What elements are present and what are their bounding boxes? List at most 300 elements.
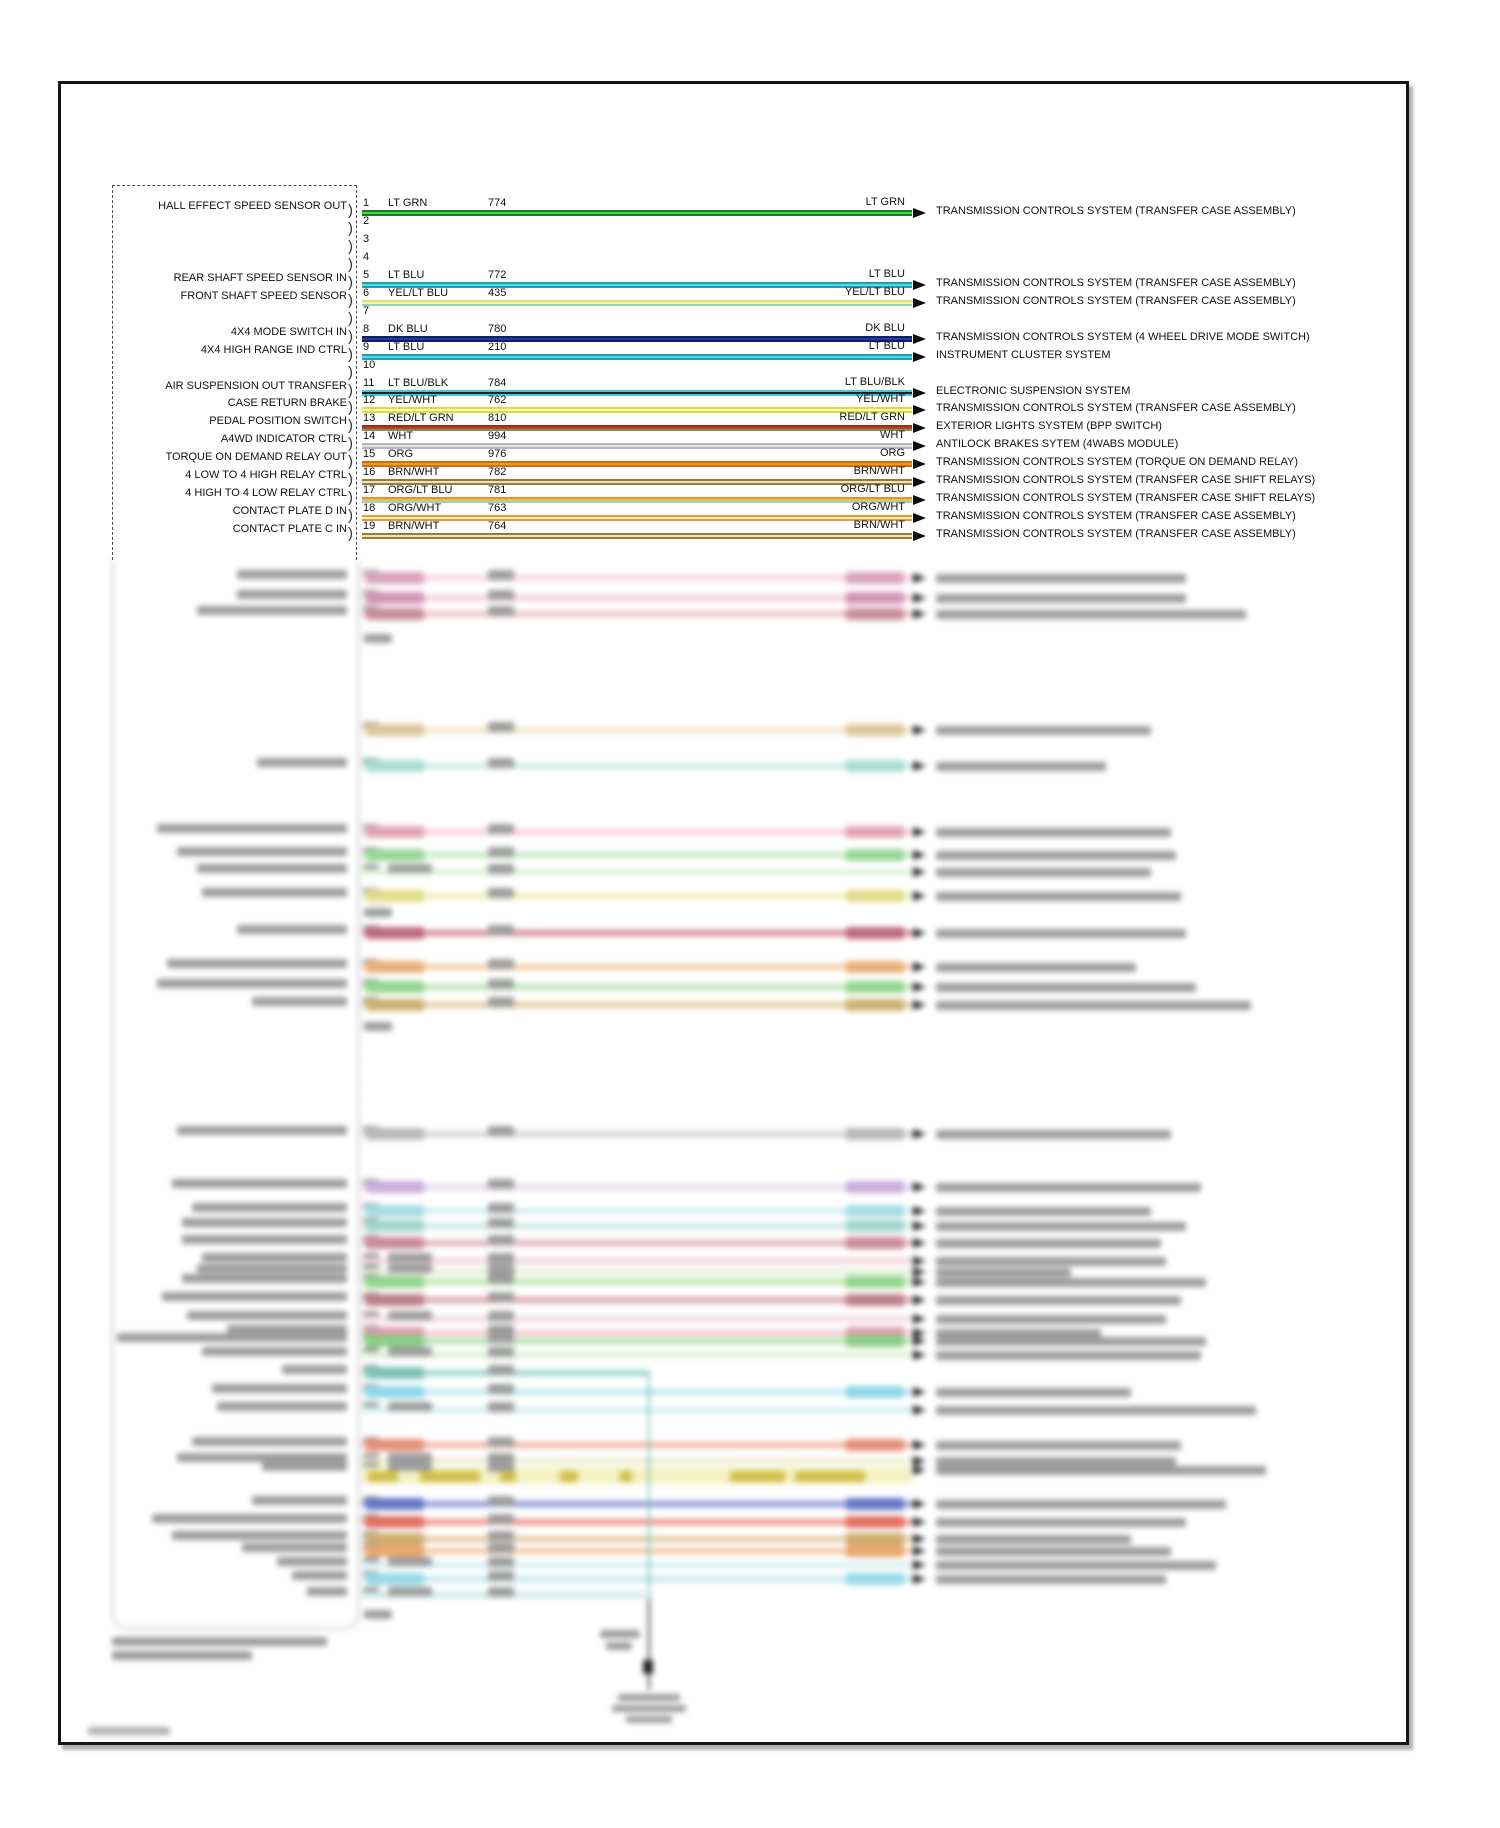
blurred-wire-color-box-right — [846, 760, 904, 772]
blurred-circuit-number — [488, 1218, 514, 1228]
blurred-wire — [362, 1223, 912, 1229]
pin-number: 10 — [363, 358, 376, 371]
connector-pin-arc: ) — [348, 507, 353, 525]
blurred-destination-arrow-icon — [913, 573, 926, 583]
blurred-wire-color-box-right — [846, 592, 904, 604]
blurred-destination-arrow-icon — [913, 1182, 926, 1192]
right-wire-color-label: BRN/WHT — [853, 465, 905, 478]
blurred-destination-label — [936, 1315, 1166, 1324]
pin-number: 8 — [363, 322, 370, 335]
blurred-wire-color-box-left — [366, 826, 424, 838]
pin-number: 3 — [363, 232, 370, 245]
blurred-wire-color-box-left — [366, 1439, 424, 1451]
right-wire-color-label: RED/LT GRN — [839, 411, 905, 424]
connector-pin-arc: ) — [348, 327, 353, 345]
wire-color-label: ORG — [388, 448, 414, 461]
blurred-wire-name — [388, 1402, 432, 1411]
circuit-number-label: 435 — [488, 286, 507, 299]
blurred-left-label — [182, 1274, 347, 1283]
blurred-wire-color-box-left — [366, 1237, 424, 1249]
blurred-destination-label — [936, 1561, 1216, 1570]
blurred-left-label — [217, 1402, 347, 1411]
connector-left-label: TORQUE ON DEMAND RELAY OUT — [165, 451, 347, 464]
connector-left-label: 4 HIGH TO 4 LOW RELAY CTRL — [185, 487, 347, 500]
blurred-circuit-number — [488, 758, 514, 768]
blurred-wire-name — [388, 1587, 432, 1596]
blurred-circuit-number — [488, 1235, 514, 1245]
destination-label: TRANSMISSION CONTROLS SYSTEM (TRANSFER CASE SHIFT RELAYS) — [936, 492, 1316, 505]
right-wire-color-label: LT BLU — [868, 267, 905, 280]
blurred-wire — [362, 763, 912, 769]
wire-color-label: ORG/LT BLU — [388, 484, 453, 497]
blurred-left-label — [237, 590, 347, 599]
blurred-inline-text-blob — [500, 1471, 516, 1482]
blurred-wire-color-box-left — [366, 760, 424, 772]
blurred-circuit-number — [488, 1274, 514, 1284]
blurred-left-label — [252, 1496, 347, 1505]
blurred-ground-label — [618, 1694, 680, 1701]
pin-number: 14 — [363, 430, 376, 443]
pin-number: 1 — [363, 197, 370, 209]
connector-pin-arc: ) — [348, 435, 353, 453]
blurred-wire-color-box-left — [366, 1498, 424, 1510]
blurred-circuit-number — [488, 1264, 514, 1274]
blurred-destination-arrow-icon — [913, 1465, 926, 1475]
blurred-wire-color-box-left — [366, 572, 424, 584]
pin-number: 18 — [363, 502, 376, 515]
blurred-destination-label — [936, 1351, 1201, 1360]
blurred-destination-arrow-icon — [913, 725, 926, 735]
circuit-number-label: 762 — [488, 394, 507, 407]
blurred-destination-arrow-icon — [913, 1314, 926, 1324]
blurred-destination-label — [936, 1268, 1071, 1277]
blurred-left-label — [197, 606, 347, 615]
blurred-wire — [362, 1407, 912, 1413]
destination-label: TRANSMISSION CONTROLS SYSTEM (TORQUE ON DEMAND RELAY) — [936, 456, 1299, 469]
right-wire-color-label: WHT — [879, 429, 905, 442]
blurred-destination-label — [936, 1500, 1226, 1509]
pin-number: 13 — [363, 412, 376, 425]
pin-number: 15 — [363, 448, 376, 461]
blurred-destination-label — [936, 610, 1246, 619]
blurred-destination-arrow-icon — [913, 1574, 926, 1584]
connector-pin-arc: ) — [348, 417, 353, 435]
blurred-wire — [362, 1576, 912, 1582]
blurred-inline-text-blob — [420, 1471, 480, 1482]
blurred-inline-text-blob — [368, 1471, 398, 1482]
blurred-wire — [362, 1519, 912, 1525]
destination-label: TRANSMISSION CONTROLS SYSTEM (TRANSFER CASE ASSEMBLY) — [936, 402, 1296, 415]
blurred-destination-label — [936, 1547, 1171, 1556]
blurred-wire — [362, 1338, 912, 1344]
blurred-wire-color-box-right — [846, 927, 904, 939]
blurred-circuit-number — [488, 570, 514, 580]
blurred-left-label — [187, 1311, 347, 1320]
blurred-left-label — [162, 1292, 347, 1301]
blurred-destination-arrow-icon — [913, 1560, 926, 1570]
blurred-wire — [362, 1330, 912, 1336]
blurred-wire-color-box-right — [846, 1237, 904, 1249]
splice-branch-line-black — [648, 1598, 650, 1690]
blurred-destination-arrow-icon — [913, 982, 926, 992]
blurred-inline-text-blob — [795, 1471, 865, 1482]
blurred-wire-name — [388, 1253, 432, 1262]
blurred-left-label — [292, 1571, 347, 1580]
pin-number: 19 — [363, 520, 376, 533]
blurred-wire — [362, 1131, 912, 1137]
connector-pin-arc: ) — [348, 363, 353, 381]
blurred-wire-color-box-right — [846, 572, 904, 584]
right-wire-color-label: YEL/LT BLU — [844, 285, 905, 298]
right-wire-color-label: YEL/WHT — [856, 393, 905, 406]
blurred-destination-label — [936, 1257, 1166, 1266]
blurred-destination-label — [936, 1183, 1201, 1192]
right-wire-color-label: LT BLU/BLK — [844, 375, 905, 388]
blurred-circuit-number — [488, 1543, 514, 1553]
blurred-wire — [362, 964, 912, 970]
destination-label: TRANSMISSION CONTROLS SYSTEM (TRANSFER CASE SHIFT RELAYS) — [936, 474, 1316, 487]
blurred-destination-label — [936, 1222, 1186, 1231]
blurred-destination-arrow-icon — [913, 1499, 926, 1509]
blurred-wire-color-box-left — [366, 849, 424, 861]
blurred-wire-color-box-right — [846, 1128, 904, 1140]
blurred-wire — [362, 930, 912, 936]
blurred-wire-name — [388, 864, 432, 873]
blurred-wire — [362, 611, 912, 617]
blurred-circuit-number — [488, 1557, 514, 1567]
blurred-wire-color-box-right — [846, 826, 904, 838]
blurred-destination-arrow-icon — [913, 1238, 926, 1248]
wire-color-label: YEL/WHT — [388, 394, 437, 407]
pin-number: 7 — [363, 304, 370, 317]
wire-color-label: BRN/WHT — [388, 520, 440, 533]
circuit-number-label: 774 — [488, 197, 507, 209]
blurred-wire — [362, 1002, 912, 1008]
blurred-wire — [362, 1258, 912, 1264]
blurred-destination-arrow-icon — [913, 761, 926, 771]
blurred-destination-arrow-icon — [913, 850, 926, 860]
pin-number: 6 — [363, 286, 370, 299]
connector-pin-arc: ) — [348, 399, 353, 417]
blurred-left-label — [182, 1218, 347, 1227]
pin-number: 2 — [363, 214, 370, 227]
blurred-wire — [362, 1536, 912, 1542]
blurred-circuit-number — [488, 1365, 514, 1375]
blurred-circuit-number — [488, 997, 514, 1007]
connector-left-label: REAR SHAFT SPEED SENSOR IN — [173, 271, 347, 284]
wire-color-label: DK BLU — [388, 322, 428, 335]
blurred-wire-color-box-left — [366, 999, 424, 1011]
blurred-destination-label — [936, 1001, 1251, 1010]
right-wire-color-label: DK BLU — [865, 321, 905, 334]
connector-pin-arc: ) — [348, 291, 353, 309]
blurred-inline-text-blob — [730, 1471, 785, 1482]
blurred-left-label — [307, 1587, 347, 1596]
blurred-circuit-number — [488, 888, 514, 898]
blurred-splice-label — [606, 1642, 632, 1650]
blurred-destination-label — [936, 1441, 1181, 1450]
blurred-destination-label — [936, 963, 1136, 972]
blurred-footer-note — [112, 1637, 327, 1646]
blurred-left-label — [197, 1264, 347, 1273]
blurred-wire-color-box-right — [846, 1220, 904, 1232]
blurred-wire-color-box-left — [366, 1205, 424, 1217]
blurred-wire-color-box-left — [366, 1128, 424, 1140]
blurred-destination-label — [936, 1278, 1206, 1287]
blurred-left-label — [167, 959, 347, 968]
blurred-left-label — [117, 1333, 347, 1342]
destination-label: TRANSMISSION CONTROLS SYSTEM (4 WHEEL DRIVE MODE SWITCH) — [936, 330, 1310, 343]
blurred-ground-label — [626, 1716, 672, 1723]
circuit-number-label: 810 — [488, 412, 507, 425]
blurred-wire — [362, 1279, 912, 1285]
blurred-wire-color-box-left — [366, 1386, 424, 1398]
blurred-wire-color-box-left — [366, 1276, 424, 1288]
blurred-ground-label — [612, 1705, 686, 1712]
blurred-wire — [362, 595, 912, 601]
connector-left-label: CASE RETURN BRAKE — [227, 397, 347, 410]
blurred-destination-arrow-icon — [913, 962, 926, 972]
blurred-circuit-number — [488, 722, 514, 732]
blurred-wire-color-box-left — [366, 724, 424, 736]
blurred-wire-color-box-right — [846, 1294, 904, 1306]
blurred-destination-label — [936, 851, 1176, 860]
blurred-left-label — [177, 1126, 347, 1135]
wire-color-label: LT GRN — [388, 197, 428, 209]
pin-number: 9 — [363, 340, 370, 353]
connector-left-label: A4WD INDICATOR CTRL — [220, 433, 347, 446]
connector-left-label: PEDAL POSITION SWITCH — [209, 415, 347, 428]
right-wire-color-label: ORG/WHT — [851, 501, 905, 514]
blurred-wire-color-box-left — [366, 1516, 424, 1528]
circuit-number-label: 976 — [488, 448, 507, 461]
blurred-wire-color-box-left — [366, 608, 424, 620]
destination-label: TRANSMISSION CONTROLS SYSTEM (TRANSFER CASE ASSEMBLY) — [936, 528, 1296, 541]
connector-pin-arc: ) — [348, 381, 353, 399]
wire-color-label: BRN/WHT — [388, 466, 440, 479]
pin-number: 17 — [363, 484, 376, 497]
blurred-circuit-number — [488, 959, 514, 969]
blurred-destination-arrow-icon — [913, 1295, 926, 1305]
connector-pin-arc: ) — [348, 273, 353, 291]
blurred-left-label — [262, 1462, 347, 1471]
circuit-number-label: 764 — [488, 520, 507, 533]
blurred-left-label — [242, 1543, 347, 1552]
connector-left-label: HALL EFFECT SPEED SENSOR OUT — [158, 200, 347, 212]
circuit-number-label: 780 — [488, 322, 507, 335]
blurred-wire-color-box-right — [846, 1335, 904, 1347]
connector-left-label: 4X4 HIGH RANGE IND CTRL — [200, 343, 347, 356]
blurred-destination-label — [936, 726, 1151, 735]
blurred-circuit-number — [488, 1333, 514, 1343]
destination-label: TRANSMISSION CONTROLS SYSTEM (TRANSFER CASE ASSEMBLY) — [936, 205, 1296, 217]
blurred-destination-arrow-icon — [913, 1336, 926, 1346]
blurred-destination-label — [936, 828, 1171, 837]
blurred-circuit-number — [488, 1203, 514, 1213]
blurred-circuit-number — [488, 1571, 514, 1581]
blurred-wire-color-box-left — [366, 981, 424, 993]
connector-pin-arc: ) — [348, 471, 353, 489]
blurred-connector-tag — [364, 1610, 392, 1619]
blurred-destination-arrow-icon — [913, 1129, 926, 1139]
blurred-left-label — [177, 1453, 347, 1462]
blurred-destination-arrow-icon — [913, 1405, 926, 1415]
destination-label: ELECTRONIC SUSPENSION SYSTEM — [936, 384, 1131, 397]
blurred-circuit-number — [488, 1587, 514, 1597]
blurred-destination-label — [936, 1296, 1181, 1305]
blurred-destination-arrow-icon — [913, 1221, 926, 1231]
blurred-left-label — [202, 1253, 347, 1262]
blurred-destination-label — [936, 1406, 1256, 1415]
blurred-wire — [362, 1240, 912, 1246]
blurred-destination-arrow-icon — [913, 1387, 926, 1397]
blurred-circuit-number — [488, 606, 514, 616]
pin-number: 11 — [363, 376, 375, 389]
destination-label: TRANSMISSION CONTROLS SYSTEM (TRANSFER CASE ASSEMBLY) — [936, 294, 1296, 307]
blurred-destination-arrow-icon — [913, 1267, 926, 1277]
blurred-circuit-number — [488, 1179, 514, 1189]
blurred-circuit-number — [488, 1384, 514, 1394]
circuit-number-label: 210 — [488, 340, 507, 353]
blurred-wire-color-box-right — [846, 724, 904, 736]
wire-color-label: LT BLU/BLK — [388, 376, 449, 389]
connector-left-label: CONTACT PLATE D IN — [232, 505, 347, 518]
blurred-left-label — [202, 1347, 347, 1356]
blurred-wire — [362, 575, 912, 581]
connector-pin-arc: ) — [348, 525, 353, 543]
blurred-wire-name — [388, 1557, 432, 1566]
blurred-wire — [362, 893, 912, 899]
blurred-footer-note — [112, 1651, 252, 1660]
blurred-left-label — [157, 979, 347, 988]
connector-pin-arc: ) — [348, 489, 353, 507]
blurred-left-label — [157, 824, 347, 833]
blurred-destination-label — [936, 1457, 1176, 1466]
destination-label: INSTRUMENT CLUSTER SYSTEM — [936, 348, 1111, 361]
blurred-left-label — [182, 1235, 347, 1244]
circuit-number-label: 782 — [488, 466, 507, 479]
blurred-destination-label — [936, 1388, 1131, 1397]
blurred-left-label — [237, 570, 347, 579]
blurred-wire-color-box-left — [366, 1294, 424, 1306]
blurred-wire — [362, 727, 912, 733]
blurred-destination-label — [936, 594, 1186, 603]
blurred-wire-color-box-left — [366, 1220, 424, 1232]
blurred-destination-label — [936, 983, 1196, 992]
blurred-wire-color-box-right — [846, 999, 904, 1011]
pin-number: 12 — [363, 394, 376, 407]
destination-label: ANTILOCK BRAKES SYTEM (4WABS MODULE) — [936, 438, 1179, 451]
blurred-left-label — [152, 1514, 347, 1523]
blurred-destination-label — [936, 574, 1186, 583]
blurred-wire — [362, 1458, 912, 1464]
blurred-circuit-number — [488, 1126, 514, 1136]
blurred-left-label — [192, 1437, 347, 1446]
blurred-wire-color-box-right — [846, 1276, 904, 1288]
blurred-wire-color-box-right — [846, 1516, 904, 1528]
blurred-wire — [362, 1316, 912, 1322]
wire-color-label: YEL/LT BLU — [388, 286, 449, 299]
blurred-destination-label — [936, 929, 1186, 938]
circuit-number-label: 781 — [488, 484, 507, 497]
blurred-connector-tag — [364, 1022, 392, 1031]
blurred-destination-arrow-icon — [913, 1256, 926, 1266]
blurred-wire-color-box-right — [846, 608, 904, 620]
wire-color-label: LT BLU — [388, 340, 425, 353]
connector-left-label: CONTACT PLATE C IN — [232, 523, 347, 536]
blurred-wire-color-box-left — [366, 1545, 424, 1557]
destination-label: TRANSMISSION CONTROLS SYSTEM (TRANSFER CASE ASSEMBLY) — [936, 276, 1296, 289]
blurred-destination-label — [936, 1337, 1206, 1346]
blurred-left-label — [197, 864, 347, 873]
blurred-destination-arrow-icon — [913, 1000, 926, 1010]
blurred-left-label — [237, 925, 347, 934]
blurred-left-label — [177, 847, 347, 856]
blurred-wire-name — [388, 1264, 432, 1273]
blurred-wire-color-box-right — [846, 849, 904, 861]
connector-left-label: FRONT SHAFT SPEED SENSOR — [180, 289, 347, 302]
blurred-wire-color-box-right — [846, 1205, 904, 1217]
connector-pin-arc: ) — [348, 219, 353, 237]
pin-number: 16 — [363, 466, 376, 479]
blurred-wire — [362, 869, 912, 875]
blurred-destination-label — [936, 1466, 1266, 1475]
blurred-connector-tag — [364, 908, 392, 917]
blurred-left-label — [212, 1384, 347, 1393]
blurred-circuit-number — [488, 979, 514, 989]
blurred-wire-color-box-left — [366, 961, 424, 973]
blurred-wire-color-box-right — [846, 961, 904, 973]
blurred-destination-arrow-icon — [913, 1546, 926, 1556]
blurred-destination-label — [936, 868, 1151, 877]
connector-pin-arc: ) — [348, 202, 353, 219]
blurred-wire-color-box-right — [846, 981, 904, 993]
blurred-destination-label — [936, 1130, 1171, 1139]
right-wire-color-label: ORG/LT BLU — [840, 483, 905, 496]
circuit-number-label: 784 — [488, 376, 507, 389]
blurred-circuit-number — [488, 1514, 514, 1524]
connector-pin-arc: ) — [348, 309, 353, 327]
right-wire-color-label: ORG — [879, 447, 905, 460]
blurred-inline-text-blob — [560, 1471, 578, 1482]
blurred-wire-color-box-right — [846, 890, 904, 902]
blurred-wire — [362, 1297, 912, 1303]
blurred-circuit-number — [488, 1531, 514, 1541]
blurred-left-label — [172, 1179, 347, 1188]
blurred-wire — [362, 1269, 912, 1275]
blurred-circuit-number — [488, 1292, 514, 1302]
connector-left-label: 4 LOW TO 4 HIGH RELAY CTRL — [185, 469, 347, 482]
blurred-circuit-number — [488, 864, 514, 874]
blurred-destination-arrow-icon — [913, 1350, 926, 1360]
blurred-destination-arrow-icon — [913, 1534, 926, 1544]
blurred-destination-arrow-icon — [913, 891, 926, 901]
blurred-destination-arrow-icon — [913, 609, 926, 619]
connector-left-label: 4X4 MODE SWITCH IN — [230, 325, 347, 338]
blurred-wire-name — [388, 1347, 432, 1356]
blurred-destination-arrow-icon — [913, 827, 926, 837]
blurred-circuit-number — [488, 1347, 514, 1357]
blurred-wire-name — [388, 1453, 432, 1462]
blurred-destination-arrow-icon — [913, 1517, 926, 1527]
right-wire-color-label: LT GRN — [865, 196, 905, 208]
blurred-destination-arrow-icon — [913, 1440, 926, 1450]
blurred-destination-arrow-icon — [913, 928, 926, 938]
wire-color-label: LT BLU — [388, 268, 425, 281]
blurred-circuit-number — [488, 1253, 514, 1263]
pin-number: 5 — [363, 268, 370, 281]
blurred-destination-label — [936, 1575, 1166, 1584]
